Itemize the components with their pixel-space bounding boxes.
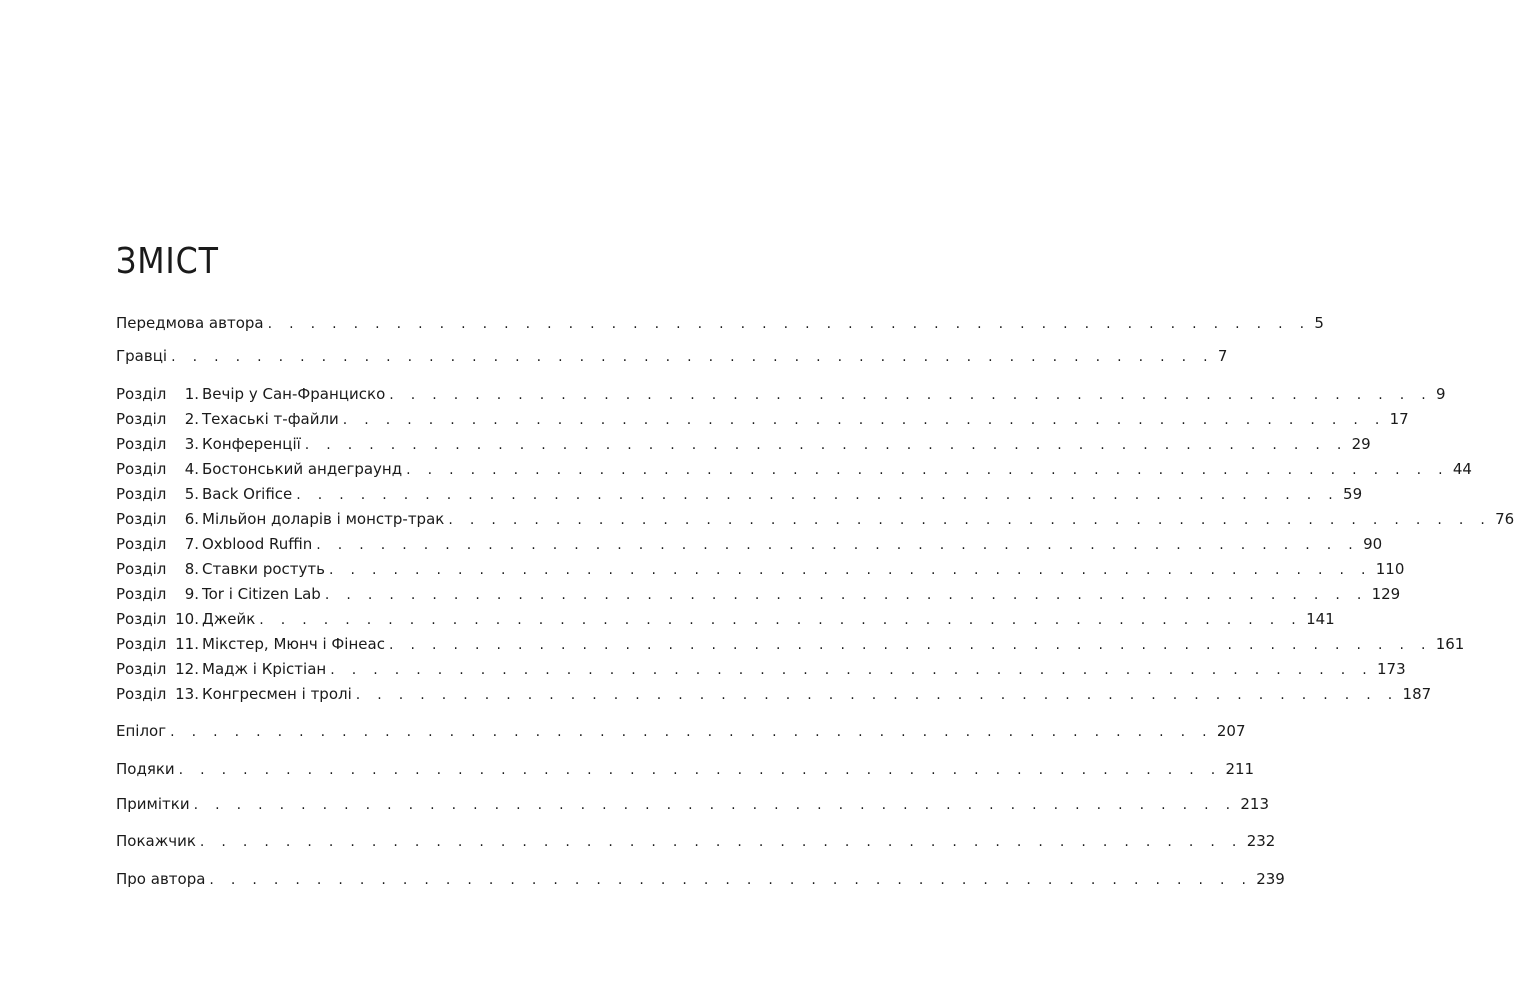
toc-entry-chapter-7[interactable]	[116, 533, 1383, 555]
page-number: 17	[1389, 410, 1409, 428]
toc-entry-index[interactable]	[116, 830, 1276, 852]
entry-label: Мікстер, Мюнч і Фінеас	[202, 635, 385, 653]
page-number: 187	[1402, 685, 1432, 703]
page-number: 141	[1306, 610, 1335, 628]
dot-leader: . . . . . . . . . . . . . . . . . . . . . . . . . . . . . . . . . . . . . . . . . . . . . . . . .	[209, 872, 1253, 888]
dot-leader: . . . . . . . . . . . . . . . . . . . . . . . . . . . . . . . . . . . . . . . . . . . . . . . . .	[388, 637, 1432, 653]
page-number: 9	[1436, 385, 1446, 403]
chapter-word: Розділ	[116, 435, 167, 453]
entry-label: Конгресмен і тролі	[202, 685, 352, 703]
page-number: 207	[1216, 722, 1246, 740]
dot-leader: . . . . . . . . . . . . . . . . . . . . . . . . . . . . . . . . . . . . . . . . . . . . . . . . .	[199, 834, 1243, 850]
chapter-number: 13.	[175, 685, 199, 703]
chapter-number: 5.	[184, 485, 199, 503]
chapter-number: 2.	[184, 410, 199, 428]
dot-leader: . . . . . . . . . . . . . . . . . . . . . . . . . . . . . . . . . . . . . . . . . . . . . . . . .	[259, 612, 1303, 628]
toc-entry-chapter-9[interactable]	[116, 583, 1401, 605]
chapter-word: Розділ	[116, 385, 167, 403]
dot-leader: . . . . . . . . . . . . . . . . . . . . . . . . . . . . . . . . . . . . . . . . . . . . . . . . .	[170, 724, 1213, 740]
entry-label: Про автора	[116, 870, 206, 888]
toc-entry-preface[interactable]	[116, 312, 1324, 334]
dot-leader: . . . . . . . . . . . . . . . . . . . . . . . . . . . . . . . . . . . . . . . . . . . . . . . . .	[316, 537, 1360, 553]
toc-entry-chapter-4[interactable]	[116, 458, 1472, 480]
chapter-word: Розділ	[116, 685, 167, 703]
toc-entry-chapter-12[interactable]	[116, 658, 1406, 680]
entry-label: Техаські т-файли	[202, 410, 339, 428]
toc-entry-chapter-1[interactable]	[116, 383, 1446, 405]
chapter-number: 6.	[184, 510, 199, 528]
chapter-word: Розділ	[116, 535, 167, 553]
dot-leader: . . . . . . . . . . . . . . . . . . . . . . . . . . . . . . . . . . . . . . . . . . . . . . . . .	[389, 387, 1433, 403]
page-number: 29	[1351, 435, 1371, 453]
dot-leader: . . . . . . . . . . . . . . . . . . . . . . . . . . . . . . . . . . . . . . . . . . . . . . . . .	[355, 687, 1399, 703]
toc-entry-notes[interactable]	[116, 793, 1270, 815]
chapter-word: Розділ	[116, 660, 167, 678]
toc-entry-about-author[interactable]	[116, 868, 1285, 890]
dot-leader: . . . . . . . . . . . . . . . . . . . . . . . . . . . . . . . . . . . . . . . . . . . . . . . . .	[328, 562, 1372, 578]
chapter-word: Розділ	[116, 560, 167, 578]
dot-leader: . . . . . . . . . . . . . . . . . . . . . . . . . . . . . . . . . . . . . . . . . . . . . . . . .	[324, 587, 1368, 603]
page-number: 90	[1363, 535, 1383, 553]
toc-entry-acknowledgements[interactable]	[116, 758, 1255, 780]
page-number: 213	[1240, 795, 1270, 813]
chapter-number: 12.	[175, 660, 199, 678]
chapter-word: Розділ	[116, 610, 167, 628]
toc-entry-chapter-8[interactable]	[116, 558, 1405, 580]
chapter-word: Розділ	[116, 510, 167, 528]
entry-label: Передмова автора	[116, 314, 264, 332]
entry-label: Подяки	[116, 760, 175, 778]
toc-entry-chapter-3[interactable]	[116, 433, 1371, 455]
entry-label: Бостонський андеграунд	[202, 460, 403, 478]
toc-entry-chapter-13[interactable]	[116, 683, 1432, 705]
chapter-number: 4.	[184, 460, 199, 478]
entry-label: Покажчик	[116, 832, 196, 850]
toc-entry-chapter-5[interactable]	[116, 483, 1363, 505]
entry-label: Конференції	[202, 435, 301, 453]
chapter-number: 10.	[175, 610, 199, 628]
chapter-number: 7.	[184, 535, 199, 553]
entry-label: Джейк	[202, 610, 256, 628]
dot-leader: . . . . . . . . . . . . . . . . . . . . . . . . . . . . . . . . . . . . . . . . . . . . . . . . .	[267, 316, 1311, 332]
dot-leader: . . . . . . . . . . . . . . . . . . . . . . . . . . . . . . . . . . . . . . . . . . . . . . . . .	[193, 797, 1237, 813]
page-number: 173	[1377, 660, 1406, 678]
entry-label: Мадж і Крістіан	[202, 660, 327, 678]
entry-label: Ставки ростуть	[202, 560, 325, 578]
page-number: 76	[1495, 510, 1514, 528]
chapter-word: Розділ	[116, 585, 167, 603]
toc-entry-chapter-6[interactable]	[116, 508, 1514, 530]
page-number: 232	[1246, 832, 1276, 850]
page-number: 211	[1225, 760, 1255, 778]
entry-label: Вечір у Сан-Франциско	[202, 385, 386, 403]
toc-entry-chapter-11[interactable]	[116, 633, 1465, 655]
dot-leader: . . . . . . . . . . . . . . . . . . . . . . . . . . . . . . . . . . . . . . . . . . . . . . . . .	[178, 762, 1222, 778]
page-number: 239	[1256, 870, 1285, 888]
dot-leader: . . . . . . . . . . . . . . . . . . . . . . . . . . . . . . . . . . . . . . . . . . . . . . . . .	[304, 437, 1348, 453]
chapter-number: 3.	[184, 435, 199, 453]
entry-label: Мільйон доларів і монстр-трак	[202, 510, 445, 528]
entry-label: Oxblood Ruffin	[202, 535, 313, 553]
chapter-number: 1.	[184, 385, 199, 403]
chapter-number: 11.	[175, 635, 199, 653]
page-number: 44	[1452, 460, 1472, 478]
entry-label: Tor і Citizen Lab	[202, 585, 321, 603]
entry-label: Back Orifice	[202, 485, 293, 503]
chapter-word: Розділ	[116, 460, 167, 478]
chapter-word: Розділ	[116, 410, 167, 428]
dot-leader: . . . . . . . . . . . . . . . . . . . . . . . . . . . . . . . . . . . . . . . . . . . . . . . . .	[171, 349, 1214, 365]
chapter-word: Розділ	[116, 635, 167, 653]
toc-entry-players[interactable]	[116, 345, 1228, 367]
page-number: 110	[1375, 560, 1405, 578]
dot-leader: . . . . . . . . . . . . . . . . . . . . . . . . . . . . . . . . . . . . . . . . . . . . . . . . .	[296, 487, 1340, 503]
dot-leader: . . . . . . . . . . . . . . . . . . . . . . . . . . . . . . . . . . . . . . . . . . . . . . . . .	[448, 512, 1492, 528]
dot-leader: . . . . . . . . . . . . . . . . . . . . . . . . . . . . . . . . . . . . . . . . . . . . . . . . .	[330, 662, 1373, 678]
page-number: 59	[1343, 485, 1363, 503]
page-number: 5	[1314, 314, 1324, 332]
chapter-number: 9.	[184, 585, 199, 603]
toc-entry-epilogue[interactable]	[116, 720, 1246, 742]
toc-entry-chapter-10[interactable]	[116, 608, 1335, 630]
entry-label: Примітки	[116, 795, 190, 813]
page-number: 7	[1217, 347, 1228, 365]
dot-leader: . . . . . . . . . . . . . . . . . . . . . . . . . . . . . . . . . . . . . . . . . . . . . . . . .	[406, 462, 1449, 478]
chapter-number: 8.	[184, 560, 199, 578]
chapter-word: Розділ	[116, 485, 167, 503]
page-title: ЗМІСТ	[116, 241, 219, 282]
dot-leader: . . . . . . . . . . . . . . . . . . . . . . . . . . . . . . . . . . . . . . . . . . . . . . . . .	[342, 412, 1386, 428]
entry-label: Гравці	[116, 347, 168, 365]
page-number: 129	[1371, 585, 1401, 603]
toc-entry-chapter-2[interactable]	[116, 408, 1409, 430]
entry-label: Епілог	[116, 722, 167, 740]
page-number: 161	[1435, 635, 1465, 653]
